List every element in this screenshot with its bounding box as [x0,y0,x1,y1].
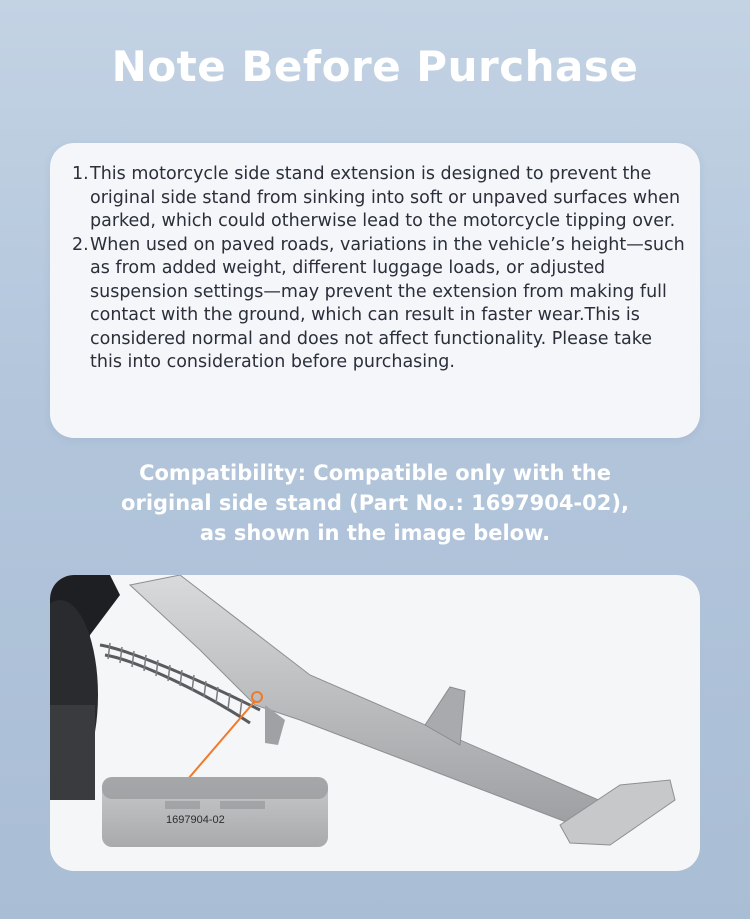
note-number: 2. [72,234,89,255]
note-text: This motorcycle side stand extension is designed to prevent the original side stand from sinking into soft or unpaved surfaces when parked, which could otherwise lead to the motorcycle tipping over. [90,164,681,231]
side-stand-photo [50,575,700,871]
product-image-card [50,575,700,871]
note-item [72,163,686,234]
compatibility-line: Compatibility: Compatible only with the [139,461,611,485]
compatibility-line: as shown in the image below. [199,521,551,545]
note-text: When used on paved roads, variations in the vehicle’s height—such as from added weight, different luggage loads, or adjusted suspension settings—may prevent the extension from making full contact with the ground, which can result in faster wear.This is considered normal and does not affect functionality. Please take this into consideration before purchasing. [90,234,685,372]
part-number-label: 1697904-02 [166,814,225,826]
compatibility-line: original side stand (Part No.: 1697904-02), [121,491,629,515]
callout-line [188,701,255,779]
page-title: Note Before Purchase [111,42,639,91]
note-number: 1. [72,164,89,184]
note-card [50,143,700,438]
compatibility-text [0,458,750,548]
note-item [72,234,686,375]
note-list [72,163,686,375]
